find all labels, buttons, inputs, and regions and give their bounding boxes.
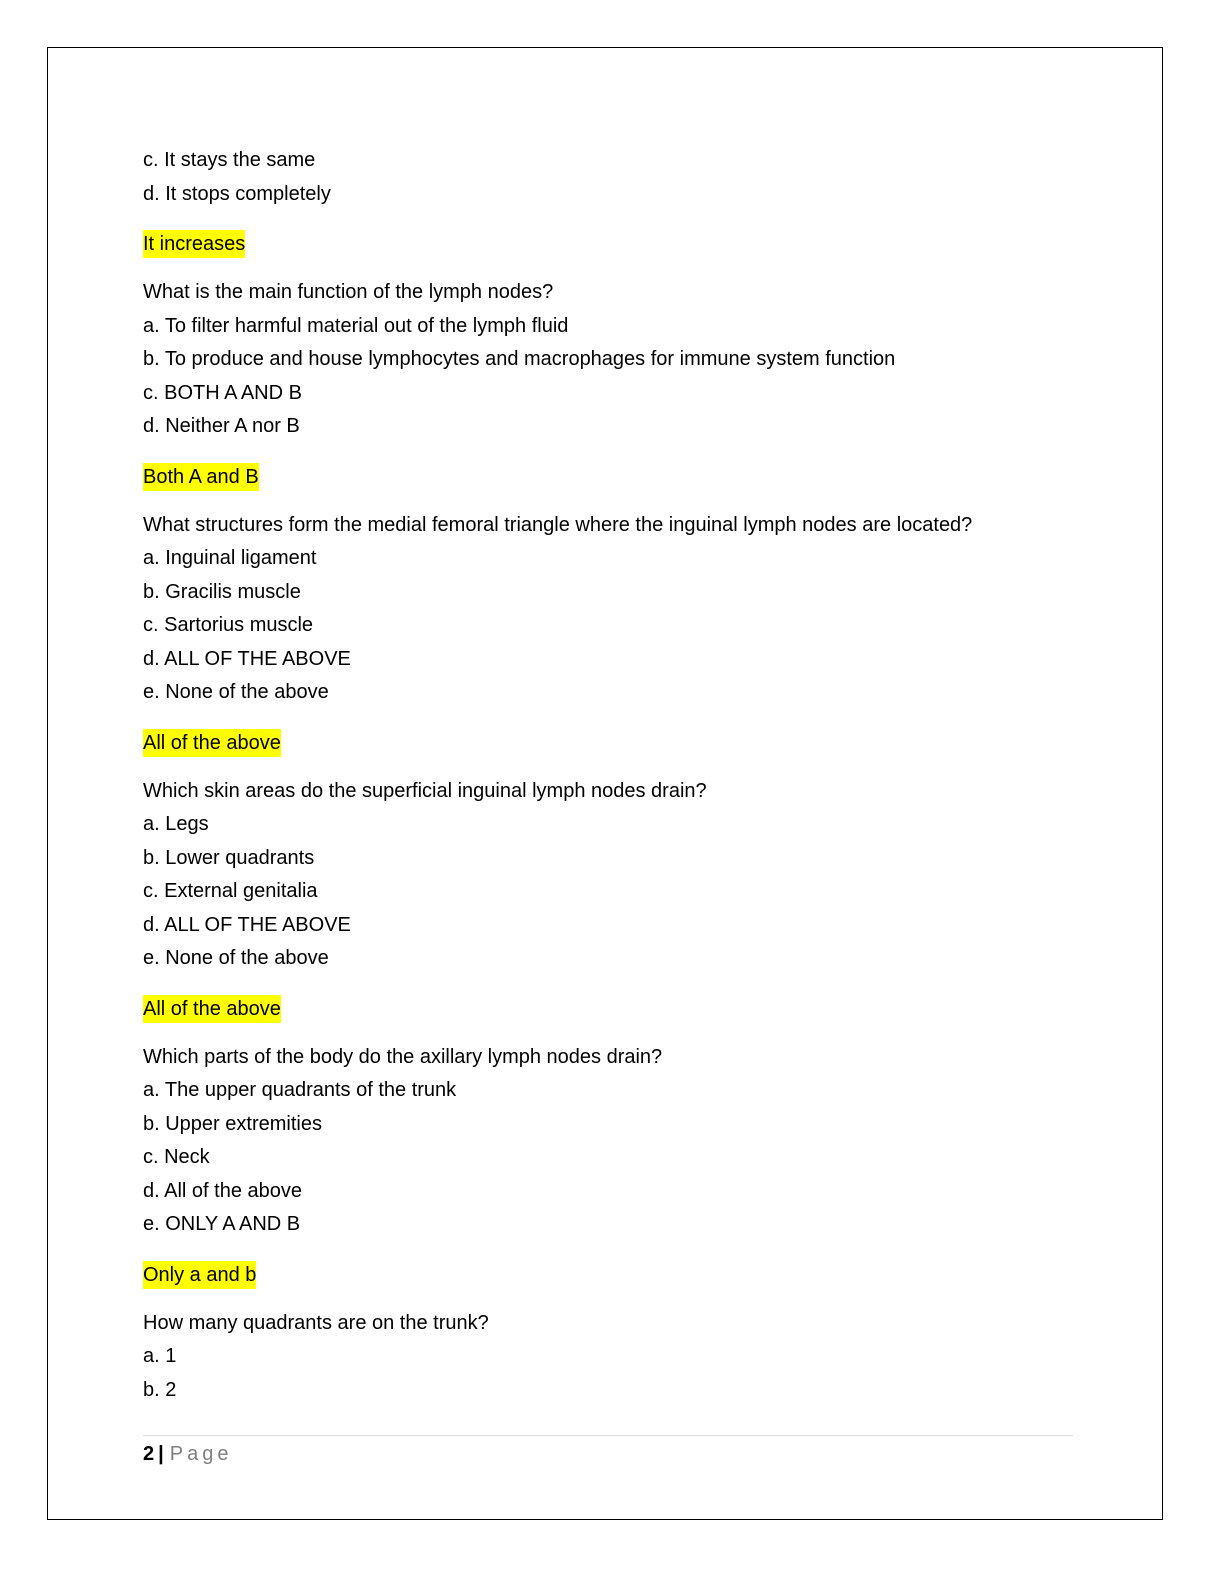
answer-option: a. To filter harmful material out of the lymph fluid (143, 314, 569, 337)
question-block (143, 144, 1083, 211)
answer-option: c. BOTH A AND B (143, 381, 302, 404)
highlighted-answer: All of the above (143, 729, 281, 757)
answer-option: c. External genitalia (143, 880, 318, 902)
answer-option: a. Legs (143, 813, 209, 835)
question-text: What is the main function of the lymph nodes? (143, 281, 554, 303)
answer-option: e. None of the above (143, 947, 329, 969)
footer-rule (143, 1435, 1073, 1436)
question-block (143, 1307, 1083, 1408)
answer-option: e. None of the above (143, 681, 329, 703)
answer-option: d. It stops completely (143, 182, 331, 205)
answer-option: a. The upper quadrants of the trunk (143, 1079, 457, 1101)
answer-option: c. Sartorius muscle (143, 614, 314, 636)
answer-option: a. Inguinal ligament (143, 547, 317, 569)
question-block (143, 1041, 1083, 1242)
answer-option: c. Neck (143, 1146, 210, 1168)
question-block (143, 775, 1083, 976)
answer-option: b. Upper extremities (143, 1112, 322, 1135)
answer-option: b. To produce and house lymphocytes and macrophages for immune system function (143, 348, 896, 370)
page-label: Page (169, 1443, 233, 1465)
page-footer (143, 1440, 232, 1468)
highlighted-answer: All of the above (143, 995, 281, 1023)
question-text: How many quadrants are on the trunk? (143, 1311, 489, 1334)
answer-option: e. ONLY A AND B (143, 1213, 301, 1235)
answer-option: d. All of the above (143, 1179, 303, 1202)
highlighted-answer: Both A and B (143, 463, 259, 491)
answer-option: b. 2 (143, 1378, 177, 1401)
footer-separator: | (158, 1443, 164, 1465)
answer-option: d. Neither A nor B (143, 415, 300, 437)
page-number: 2 (143, 1443, 155, 1465)
answer-option: b. Lower quadrants (143, 846, 315, 869)
question-text: What structures form the medial femoral triangle where the inguinal lymph nodes are located? (143, 513, 973, 536)
question-block (143, 276, 1083, 444)
answer-option: c. It stays the same (143, 149, 316, 171)
answer-option: d. ALL OF THE ABOVE (143, 647, 351, 670)
document-body (143, 144, 1083, 1423)
highlighted-answer: It increases (143, 230, 245, 258)
question-block (143, 509, 1083, 710)
highlighted-answer: Only a and b (143, 1261, 256, 1289)
question-text: Which skin areas do the superficial inguinal lymph nodes drain? (143, 779, 707, 802)
answer-option: a. 1 (143, 1345, 177, 1367)
answer-option: b. Gracilis muscle (143, 580, 301, 603)
question-text: Which parts of the body do the axillary lymph nodes drain? (143, 1045, 663, 1068)
answer-option: d. ALL OF THE ABOVE (143, 913, 351, 936)
